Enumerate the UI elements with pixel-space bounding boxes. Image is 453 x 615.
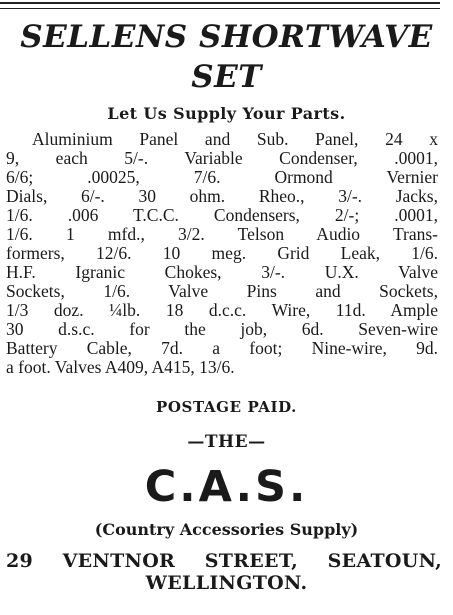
top-rule [0,2,440,4]
body-line: 1/6. 1 mfd., 3/2. Telson Audio Trans- [6,224,438,244]
body-line: 6/6; .00025, 7/6. Ormond Vernier [6,167,438,187]
body-line: formers, 12/6. 10 meg. Grid Leak, 1/6. [6,243,438,263]
subheading: Let Us Supply Your Parts. [107,104,346,123]
top-rule-thin [0,8,440,9]
company-logo-text: C.A.S. [144,462,309,512]
address-line-1: 29 VENTNOR STREET, SEATOUN, [6,550,442,572]
body-line: Aluminium Panel and Sub. Panel, 24 x [32,129,438,149]
headline-line-2: SET [191,59,262,95]
body-line: Sockets, 1/6. Valve Pins and Sockets, [6,281,438,301]
body-line: Battery Cable, 7d. a foot; Nine-wire, 9d. [6,338,438,358]
address-line-2: WELLINGTON. [145,572,308,594]
body-line: 1/3 doz. ¼lb. 18 d.c.c. Wire, 11d. Ample [6,300,438,320]
body-line: 9, each 5/-. Variable Condenser, .0001, [6,148,438,168]
company-full-name: (Country Accessories Supply) [94,520,359,539]
body-line: Dials, 6/-. 30 ohm. Rheo., 3/-. Jacks, [6,186,438,206]
body-line: a foot. Valves A409, A415, 13/6. [6,357,235,377]
body-line: 1/6. .006 T.C.C. Condensers, 2/-; .0001, [6,205,438,225]
headline-line-1: SELLENS SHORTWAVE [20,19,433,55]
parts-list-paragraph [6,130,438,377]
the-label: —THE— [187,432,266,452]
body-line: 30 d.s.c. for the job, 6d. Seven-wire [6,319,438,339]
postage-paid-notice: POSTAGE PAID. [156,398,297,416]
body-line: H.F. Igranic Chokes, 3/-. U.X. Valve [6,262,438,282]
